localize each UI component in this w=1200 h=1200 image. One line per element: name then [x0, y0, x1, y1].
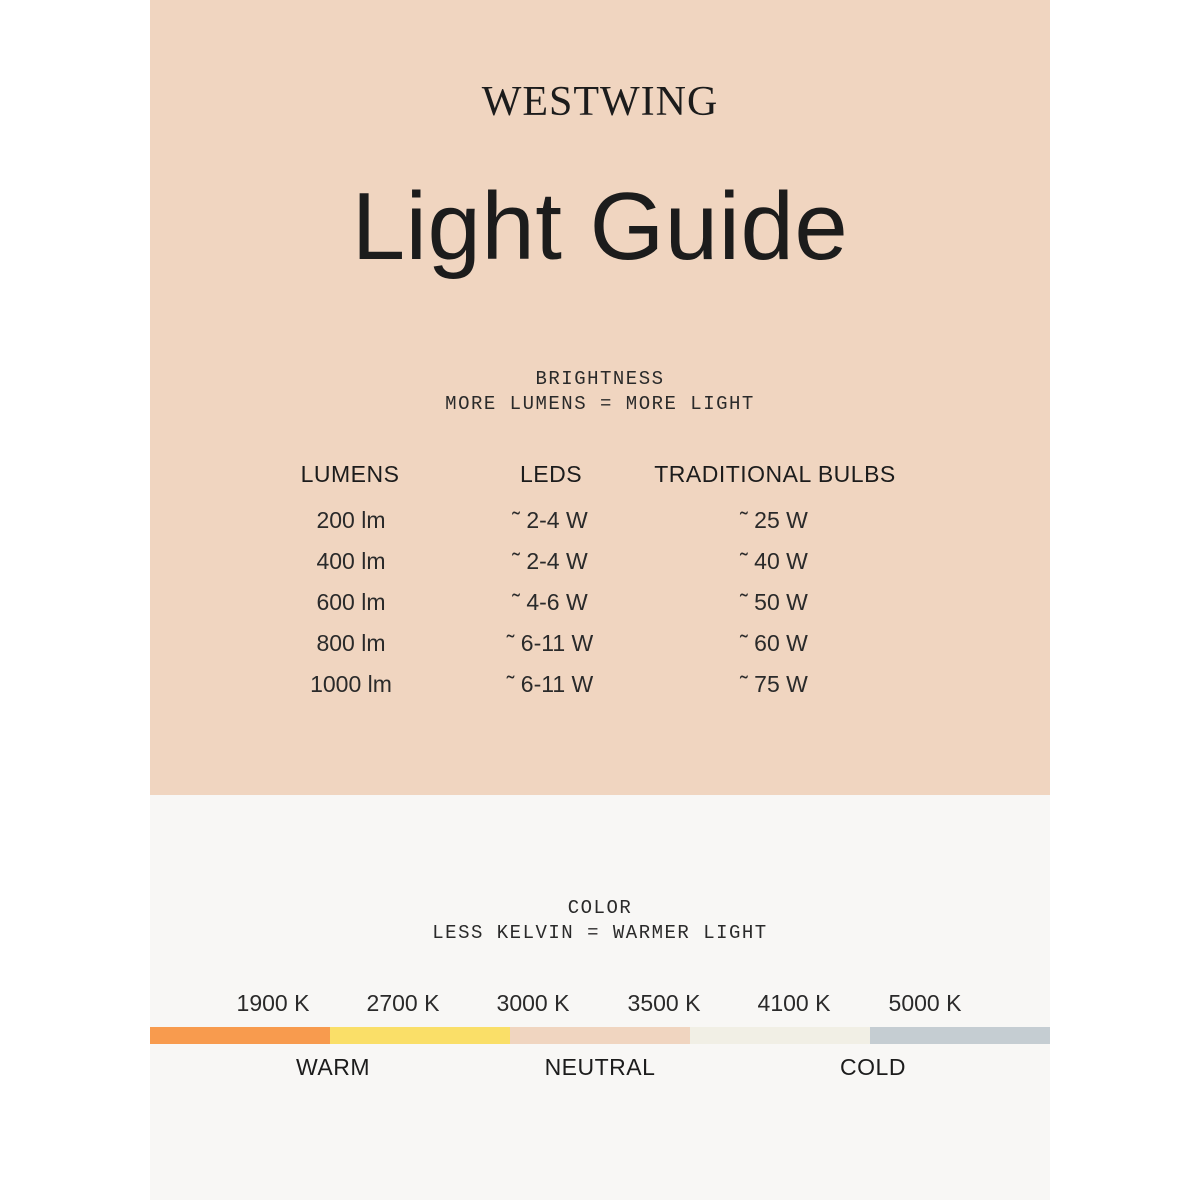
- table-cell-lumens: 200 lm: [316, 507, 386, 533]
- column-header-lumens: LUMENS: [300, 461, 400, 487]
- table-cell-leds: ˜ 4-6 W: [512, 589, 588, 615]
- kelvin-label: 1900 K: [236, 990, 310, 1016]
- table-cell-traditional: ˜ 40 W: [740, 548, 808, 574]
- brightness-panel: [150, 0, 1050, 795]
- kelvin-label: 2700 K: [366, 990, 440, 1016]
- table-cell-leds: ˜ 6-11 W: [506, 630, 594, 656]
- column-header-traditional-bulbs: TRADITIONAL BULBS: [654, 461, 896, 487]
- table-cell-leds: ˜ 6-11 W: [506, 671, 594, 697]
- brightness-subheading: MORE LUMENS = MORE LIGHT: [445, 393, 755, 415]
- table-cell-lumens: 800 lm: [316, 630, 386, 656]
- table-cell-leds: ˜ 2-4 W: [512, 507, 588, 533]
- table-cell-lumens: 1000 lm: [310, 671, 392, 697]
- kelvin-label: 3500 K: [627, 990, 701, 1016]
- page-title: Light Guide: [351, 173, 849, 280]
- table-cell-traditional: ˜ 25 W: [740, 507, 808, 533]
- band-label-neutral: NEUTRAL: [544, 1054, 656, 1080]
- column-header-leds: LEDS: [519, 461, 583, 487]
- band-label-warm: WARM: [296, 1054, 370, 1080]
- brand-logo: WESTWING: [481, 79, 719, 125]
- table-cell-traditional: ˜ 75 W: [740, 671, 808, 697]
- table-cell-lumens: 600 lm: [316, 589, 386, 615]
- kelvin-label: 3000 K: [496, 990, 570, 1016]
- brightness-heading: BRIGHTNESS: [535, 368, 665, 390]
- color-band-neutral-cream: [690, 1027, 870, 1044]
- kelvin-label: 5000 K: [888, 990, 962, 1016]
- table-cell-lumens: 400 lm: [316, 548, 386, 574]
- color-band-cold-grey: [870, 1027, 1050, 1044]
- color-subheading: LESS KELVIN = WARMER LIGHT: [432, 922, 768, 944]
- table-cell-traditional: ˜ 60 W: [740, 630, 808, 656]
- light-guide-sheet: [150, 0, 1050, 1200]
- band-label-cold: COLD: [840, 1054, 906, 1080]
- color-band-neutral-peach: [510, 1027, 690, 1044]
- color-band-warm-yellow: [330, 1027, 510, 1044]
- kelvin-label: 4100 K: [757, 990, 831, 1016]
- color-heading: COLOR: [567, 897, 633, 919]
- table-cell-traditional: ˜ 50 W: [740, 589, 808, 615]
- table-cell-leds: ˜ 2-4 W: [512, 548, 588, 574]
- color-band-warm-orange: [150, 1027, 330, 1044]
